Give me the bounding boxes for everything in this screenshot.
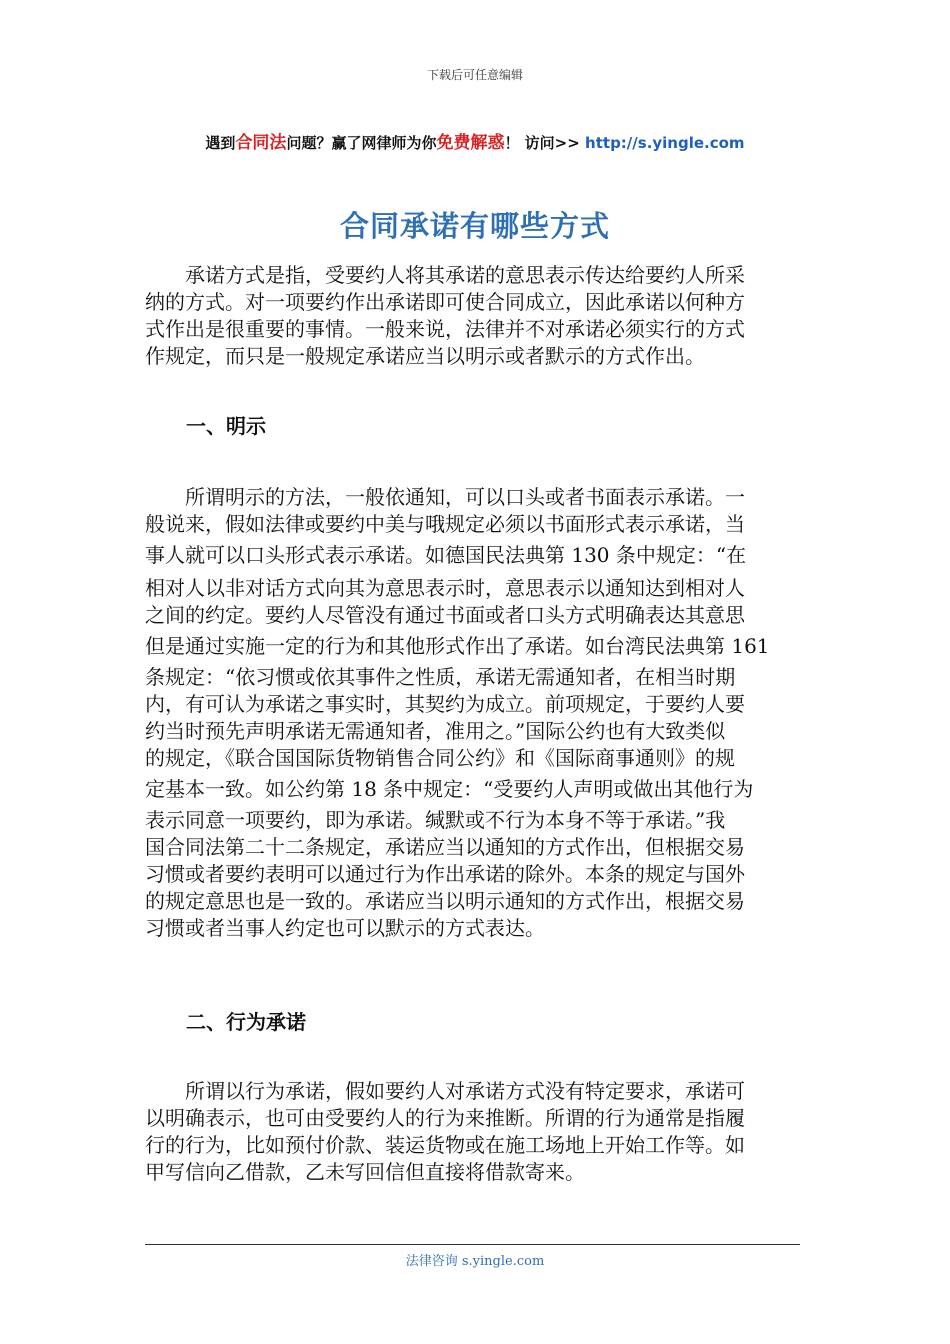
section2-paragraph — [145, 1078, 805, 1186]
intro-line: 作规定，而只是一般规定承诺应当以明示或者默示的方式作出。 — [145, 344, 705, 368]
section1-line: 所谓明示的方法，一般依通知，可以口头或者书面表示承诺。一 — [185, 485, 745, 509]
footer-note: 法律咨询 s.yingle.com — [405, 1254, 545, 1269]
promo-highlight-free: 免费解惑 — [436, 133, 505, 153]
section1-line: 之间的约定。要约人尽管没有通过书面或者口头方式明确表达其意思 — [145, 603, 745, 627]
section1-line: 国合同法第二十二条规定，承诺应当以通知的方式作出，但根据交易 — [145, 835, 745, 859]
intro-line: 式作出是很重要的事情。一般来说，法律并不对承诺必须实行的方式 — [145, 317, 745, 341]
section1-line: 事人就可以口头形式表示承诺。如德国民法典第 130 条中规定：“在 — [145, 543, 747, 567]
section1-line: 条规定：“依习惯或依其事件之性质，承诺无需通知者，在相当时期 — [145, 665, 736, 689]
section1-line: 相对人以非对话方式向其为意思表示时，意思表示以通知达到相对人 — [145, 576, 745, 600]
section1-line: 习惯或者要约表明可以通过行为作出承诺的除外。本条的规定与国外 — [145, 862, 745, 886]
intro-line: 承诺方式是指，受要约人将其承诺的意思表示传达给要约人所采 — [185, 263, 745, 287]
section2-line: 行的行为，比如预付价款、装运货物或在施工场地上开始工作等。如 — [145, 1133, 745, 1157]
section2-heading: 二、行为承诺 — [186, 1010, 306, 1034]
promo-highlight-contract-law: 合同法 — [235, 133, 287, 153]
section1-line: 定基本一致。如公约第 18 条中规定：“受要约人声明或做出其他行为 — [145, 777, 754, 801]
section1-line: 表示同意一项要约，即为承诺。缄默或不行为本身不等于承诺。”我 — [145, 808, 726, 832]
section1-line: 约当时预先声明承诺无需通知者，准用之。”国际公约也有大致类似 — [145, 719, 726, 743]
header-note: 下载后可任意编辑 — [426, 68, 523, 82]
section1-line: 但是通过实施一定的行为和其他形式作出了承诺。如台湾民法典第 161 — [145, 634, 770, 658]
section1-line: 内，有可认为承诺之事实时，其契约为成立。前项规定，于要约人要 — [145, 692, 745, 716]
footer-divider — [145, 1244, 800, 1245]
section1-line: 习惯或者当事人约定也可以默示的方式表达。 — [145, 916, 545, 940]
intro-line: 纳的方式。对一项要约作出承诺即可使合同成立，因此承诺以何种方 — [145, 290, 745, 314]
section2-line: 甲写信向乙借款，乙未写回信但直接将借款寄来。 — [145, 1160, 585, 1184]
document-title: 合同承诺有哪些方式 — [339, 209, 610, 243]
section1-heading: 一、明示 — [186, 414, 266, 438]
section1-line: 的规定，《联合国国际货物销售合同公约》和《国际商事通则》的规 — [145, 746, 735, 770]
promo-banner — [0, 128, 950, 153]
promo-text-2: 问题？赢了网律师为你 — [286, 134, 437, 152]
section1-line: 的规定意思也是一致的。承诺应当以明示通知的方式作出，根据交易 — [145, 889, 745, 913]
section1-paragraph — [145, 484, 805, 942]
intro-paragraph — [145, 262, 805, 370]
promo-text-3: ！ 访问>> — [504, 134, 586, 152]
section2-line: 以明确表示，也可由受要约人的行为来推断。所谓的行为通常是指履 — [145, 1106, 745, 1130]
promo-text-1: 遇到 — [205, 134, 236, 152]
section2-line: 所谓以行为承诺，假如要约人对承诺方式没有特定要求，承诺可 — [185, 1079, 745, 1103]
promo-link[interactable]: http://s.yingle.com — [585, 134, 745, 152]
section1-line: 般说来，假如法律或要约中美与哦规定必须以书面形式表示承诺，当 — [145, 512, 745, 536]
